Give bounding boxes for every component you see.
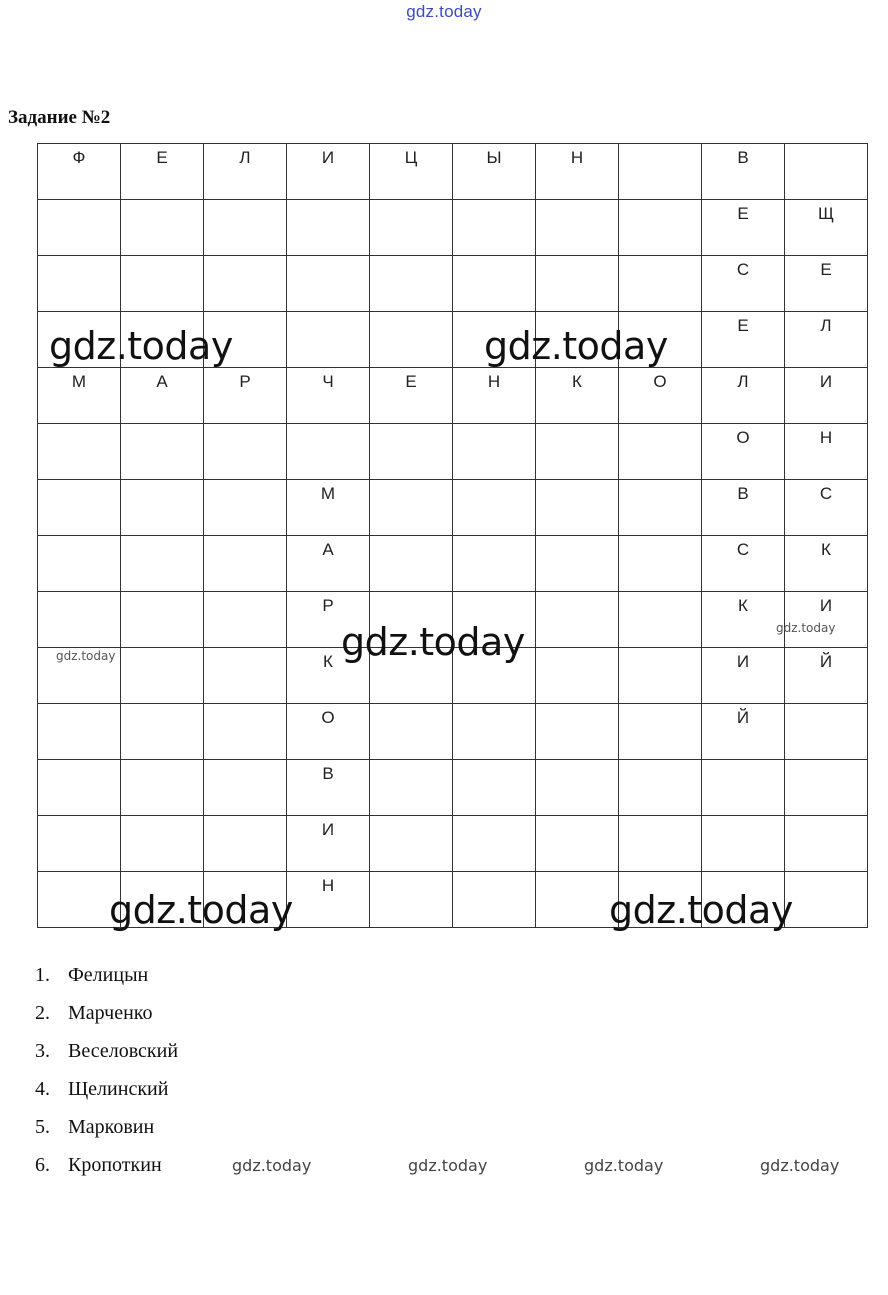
grid-cell: [121, 536, 204, 592]
answer-number: 1.: [35, 964, 50, 986]
grid-cell: [536, 424, 619, 480]
grid-cell: [536, 312, 619, 368]
answer-number: 3.: [35, 1040, 50, 1062]
grid-cell: Е: [785, 256, 868, 312]
grid-cell: [785, 816, 868, 872]
grid-cell: [785, 872, 868, 928]
grid-cell: [536, 704, 619, 760]
answer-item: [35, 1002, 178, 1040]
watermark: gdz.today: [776, 621, 836, 635]
watermark: gdz.today: [232, 1156, 312, 1175]
grid-cell: [370, 816, 453, 872]
grid-cell: С: [785, 480, 868, 536]
grid-row: [38, 592, 868, 648]
grid-cell: [536, 256, 619, 312]
grid-cell: [38, 424, 121, 480]
grid-cell: В: [702, 144, 785, 200]
grid-cell: О: [702, 424, 785, 480]
grid-cell: [370, 200, 453, 256]
grid-cell: [38, 816, 121, 872]
grid-cell: Л: [785, 312, 868, 368]
grid-row: [38, 256, 868, 312]
grid-cell: [370, 312, 453, 368]
grid-cell: [204, 200, 287, 256]
grid-cell: [38, 592, 121, 648]
grid-cell: [38, 536, 121, 592]
answer-text: Кропоткин: [68, 1154, 162, 1176]
grid-cell: Н: [785, 424, 868, 480]
grid-cell: [204, 312, 287, 368]
grid-cell: [453, 480, 536, 536]
grid-cell: [619, 200, 702, 256]
grid-cell: [204, 704, 287, 760]
grid-cell: [536, 648, 619, 704]
grid-cell: [121, 872, 204, 928]
watermark: gdz.today: [760, 1156, 840, 1175]
grid-cell: [536, 200, 619, 256]
grid-cell: [204, 872, 287, 928]
grid-cell: [453, 816, 536, 872]
grid-cell: [619, 816, 702, 872]
grid-cell: [38, 200, 121, 256]
answer-item: [35, 1116, 178, 1154]
answer-item: [35, 1040, 178, 1078]
grid-cell: [38, 480, 121, 536]
grid-cell: Р: [204, 368, 287, 424]
answer-list: [35, 964, 178, 1192]
grid-cell: [702, 760, 785, 816]
grid-cell: [619, 648, 702, 704]
watermark: gdz.today: [609, 888, 793, 932]
grid-cell: [121, 592, 204, 648]
grid-row: [38, 312, 868, 368]
grid-cell: [619, 760, 702, 816]
grid-cell: [38, 648, 121, 704]
grid-cell: Й: [785, 648, 868, 704]
grid-row: [38, 368, 868, 424]
grid-cell: [453, 760, 536, 816]
grid-cell: [370, 256, 453, 312]
grid-cell: [536, 592, 619, 648]
crossword-grid: [37, 143, 868, 928]
grid-cell: [536, 480, 619, 536]
grid-cell: [619, 144, 702, 200]
grid-cell: [619, 872, 702, 928]
grid-cell: [121, 480, 204, 536]
grid-cell: [38, 312, 121, 368]
answer-number: 2.: [35, 1002, 50, 1024]
grid-cell: Й: [702, 704, 785, 760]
site-watermark-top: gdz.today: [406, 2, 482, 21]
grid-cell: Ц: [370, 144, 453, 200]
grid-cell: [453, 648, 536, 704]
grid-cell: И: [287, 144, 370, 200]
answer-text: Щелинский: [68, 1078, 169, 1100]
grid-cell: [453, 704, 536, 760]
grid-cell: [370, 480, 453, 536]
answer-number: 6.: [35, 1154, 50, 1176]
watermark: gdz.today: [408, 1156, 488, 1175]
grid-cell: М: [38, 368, 121, 424]
grid-cell: М: [287, 480, 370, 536]
grid-row: [38, 760, 868, 816]
grid-cell: Н: [536, 144, 619, 200]
grid-cell: [204, 648, 287, 704]
answer-item: [35, 1154, 178, 1192]
grid-cell: [453, 424, 536, 480]
answer-number: 4.: [35, 1078, 50, 1100]
grid-cell: [204, 256, 287, 312]
task-title: Задание №2: [8, 107, 111, 128]
watermark: gdz.today: [49, 324, 233, 368]
grid-cell: О: [287, 704, 370, 760]
grid-cell: [38, 760, 121, 816]
grid-cell: [619, 536, 702, 592]
grid-cell: [204, 424, 287, 480]
grid-cell: [204, 536, 287, 592]
grid-cell: [785, 760, 868, 816]
grid-row: [38, 704, 868, 760]
grid-cell: [536, 872, 619, 928]
grid-cell: И: [785, 592, 868, 648]
grid-cell: [536, 816, 619, 872]
grid-row: [38, 424, 868, 480]
watermark: gdz.today: [109, 888, 293, 932]
grid-cell: И: [785, 368, 868, 424]
grid-cell: [370, 424, 453, 480]
grid-cell: И: [287, 816, 370, 872]
grid-cell: Л: [702, 368, 785, 424]
grid-cell: Ч: [287, 368, 370, 424]
grid-cell: [121, 200, 204, 256]
grid-cell: Е: [121, 144, 204, 200]
grid-cell: [287, 424, 370, 480]
grid-cell: [204, 592, 287, 648]
grid-cell: [121, 424, 204, 480]
grid-cell: [619, 312, 702, 368]
grid-cell: [38, 256, 121, 312]
grid-cell: [121, 256, 204, 312]
grid-cell: [370, 536, 453, 592]
answer-text: Фелицын: [68, 964, 149, 986]
grid-cell: [619, 256, 702, 312]
grid-cell: О: [619, 368, 702, 424]
grid-cell: [121, 312, 204, 368]
grid-cell: А: [287, 536, 370, 592]
grid-row: [38, 200, 868, 256]
answer-item: [35, 1078, 178, 1116]
grid-cell: Е: [702, 200, 785, 256]
grid-cell: [453, 200, 536, 256]
grid-cell: Щ: [785, 200, 868, 256]
grid-cell: [619, 704, 702, 760]
grid-cell: [453, 256, 536, 312]
grid-cell: Е: [370, 368, 453, 424]
grid-cell: С: [702, 536, 785, 592]
grid-cell: Р: [287, 592, 370, 648]
grid-cell: Н: [453, 368, 536, 424]
grid-row: [38, 536, 868, 592]
grid-cell: К: [287, 648, 370, 704]
grid-cell: С: [702, 256, 785, 312]
grid-cell: [370, 872, 453, 928]
watermark: gdz.today: [484, 324, 668, 368]
answer-text: Марченко: [68, 1002, 153, 1024]
grid-cell: [702, 816, 785, 872]
answer-number: 5.: [35, 1116, 50, 1138]
grid-cell: [121, 704, 204, 760]
grid-cell: [370, 648, 453, 704]
grid-row: [38, 144, 868, 200]
grid-cell: [536, 536, 619, 592]
grid-cell: Е: [702, 312, 785, 368]
answer-text: Марковин: [68, 1116, 155, 1138]
grid-cell: [121, 816, 204, 872]
grid-cell: [370, 592, 453, 648]
grid-cell: [204, 816, 287, 872]
grid-cell: Л: [204, 144, 287, 200]
grid-cell: [38, 872, 121, 928]
grid-cell: [453, 312, 536, 368]
grid-cell: К: [536, 368, 619, 424]
grid-cell: [287, 256, 370, 312]
grid-row: [38, 648, 868, 704]
grid-cell: [536, 760, 619, 816]
grid-cell: [785, 704, 868, 760]
grid-cell: И: [702, 648, 785, 704]
grid-cell: [370, 704, 453, 760]
grid-cell: [619, 424, 702, 480]
grid-cell: [204, 760, 287, 816]
grid-cell: [619, 592, 702, 648]
grid-row: [38, 872, 868, 928]
grid-cell: Ф: [38, 144, 121, 200]
grid-row: [38, 816, 868, 872]
answer-text: Веселовский: [68, 1040, 179, 1062]
grid-cell: [453, 592, 536, 648]
grid-cell: [121, 648, 204, 704]
grid-cell: [287, 200, 370, 256]
answer-item: [35, 964, 178, 1002]
grid-cell: [702, 872, 785, 928]
grid-cell: Ы: [453, 144, 536, 200]
grid-row: [38, 480, 868, 536]
grid-cell: [370, 760, 453, 816]
grid-cell: К: [785, 536, 868, 592]
watermark: gdz.today: [56, 649, 116, 663]
grid-cell: [38, 704, 121, 760]
grid-cell: Н: [287, 872, 370, 928]
watermark: gdz.today: [341, 620, 525, 664]
watermark: gdz.today: [584, 1156, 664, 1175]
grid-cell: [453, 536, 536, 592]
grid-cell: [785, 144, 868, 200]
grid-cell: В: [702, 480, 785, 536]
grid-cell: [287, 312, 370, 368]
grid-cell: [453, 872, 536, 928]
grid-cell: [204, 480, 287, 536]
grid-cell: А: [121, 368, 204, 424]
grid-cell: К: [702, 592, 785, 648]
grid-cell: [121, 760, 204, 816]
grid-cell: В: [287, 760, 370, 816]
grid-cell: [619, 480, 702, 536]
